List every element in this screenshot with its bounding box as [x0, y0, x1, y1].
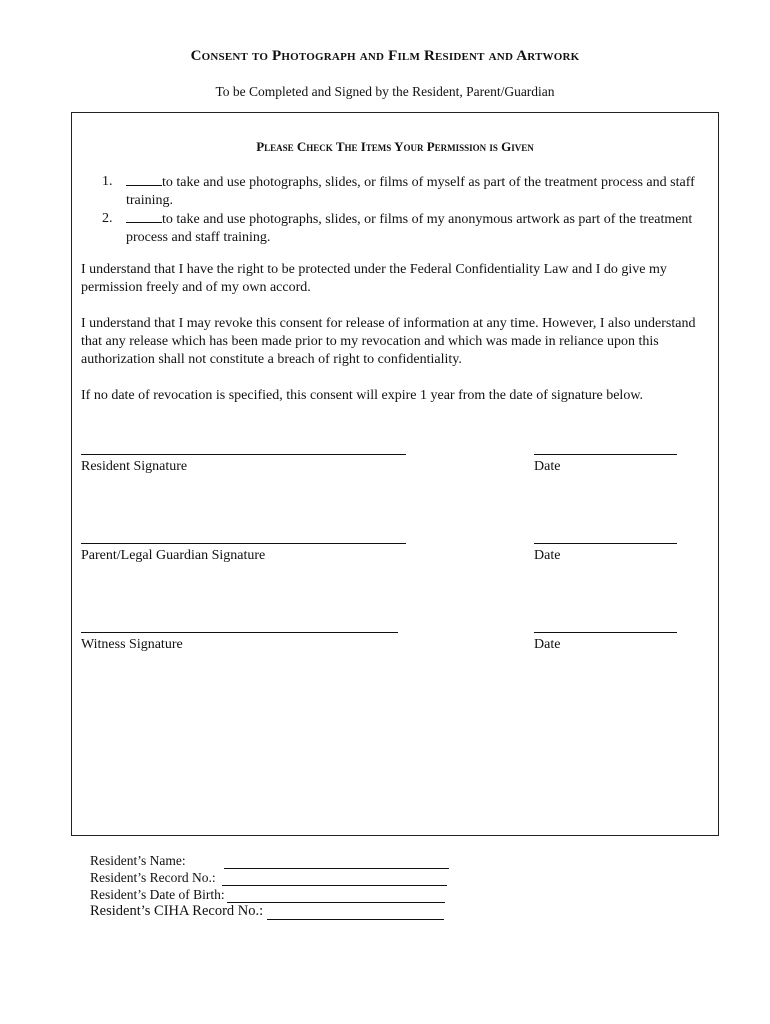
resident-name-label: Resident’s Name: — [90, 853, 186, 868]
check-blank-2[interactable] — [126, 210, 162, 223]
witness-date-label: Date — [534, 637, 561, 652]
resident-signature-label: Resident Signature — [81, 459, 188, 474]
consent-box — [71, 112, 719, 836]
resident-ciha-label: Resident’s CIHA Record No.: — [90, 903, 264, 919]
resident-ciha-line[interactable] — [267, 906, 444, 920]
document-title: Consent to Photograph and Film Resident and Artwork — [190, 48, 580, 64]
resident-name-field — [90, 852, 449, 869]
document-subtitle: To be Completed and Signed by the Resident, Parent/Guardian — [215, 84, 555, 99]
resident-signature-line[interactable] — [81, 454, 406, 455]
confidentiality-paragraph: I understand that I have the right to be protected under the Federal Confidentiality Law and I do give my permission freely and of my own accord. — [81, 262, 667, 295]
guardian-date-line[interactable] — [534, 543, 677, 544]
revocation-paragraph: I understand that I may revoke this consent for release of information at any time. However, I also understand that any release which has been made prior to my revocation and which was made in reliance upon this authorization shall not constitute a breach of right to confidentiality. — [81, 316, 696, 367]
witness-signature-label: Witness Signature — [81, 637, 183, 652]
resident-record-line[interactable] — [222, 872, 447, 886]
resident-name-line[interactable] — [224, 855, 449, 869]
guardian-signature-label: Parent/Legal Guardian Signature — [81, 548, 266, 563]
expiration-paragraph: If no date of revocation is specified, this consent will expire 1 year from the date of signature below. — [81, 388, 644, 403]
resident-info-fields — [90, 852, 449, 920]
item-body — [126, 173, 714, 210]
permission-heading: Please Check The Items Your Permission is Given — [256, 139, 534, 154]
item-text: to take and use photographs, slides, or films of myself as part of the treatment process and staff training. — [126, 175, 695, 208]
item-text: to take and use photographs, slides, or films of my anonymous artwork as part of the treatment process and staff training. — [126, 212, 693, 245]
item-body — [126, 210, 714, 247]
witness-date-line[interactable] — [534, 632, 677, 633]
permission-item-artwork — [102, 210, 714, 247]
item-number: 1. — [102, 174, 113, 189]
item-number: 2. — [102, 211, 113, 226]
guardian-signature-line[interactable] — [81, 543, 406, 544]
permission-item-photos-self — [102, 173, 714, 210]
resident-dob-field — [90, 886, 449, 903]
resident-ciha-field — [90, 903, 449, 920]
resident-dob-label: Resident’s Date of Birth: — [90, 887, 225, 902]
resident-record-label: Resident’s Record No.: — [90, 870, 216, 885]
check-blank-1[interactable] — [126, 173, 162, 186]
resident-record-field — [90, 869, 449, 886]
resident-dob-line[interactable] — [227, 889, 445, 903]
witness-signature-line[interactable] — [81, 632, 398, 633]
permission-list — [102, 173, 714, 247]
resident-date-line[interactable] — [534, 454, 677, 455]
guardian-date-label: Date — [534, 548, 561, 563]
resident-date-label: Date — [534, 459, 561, 474]
